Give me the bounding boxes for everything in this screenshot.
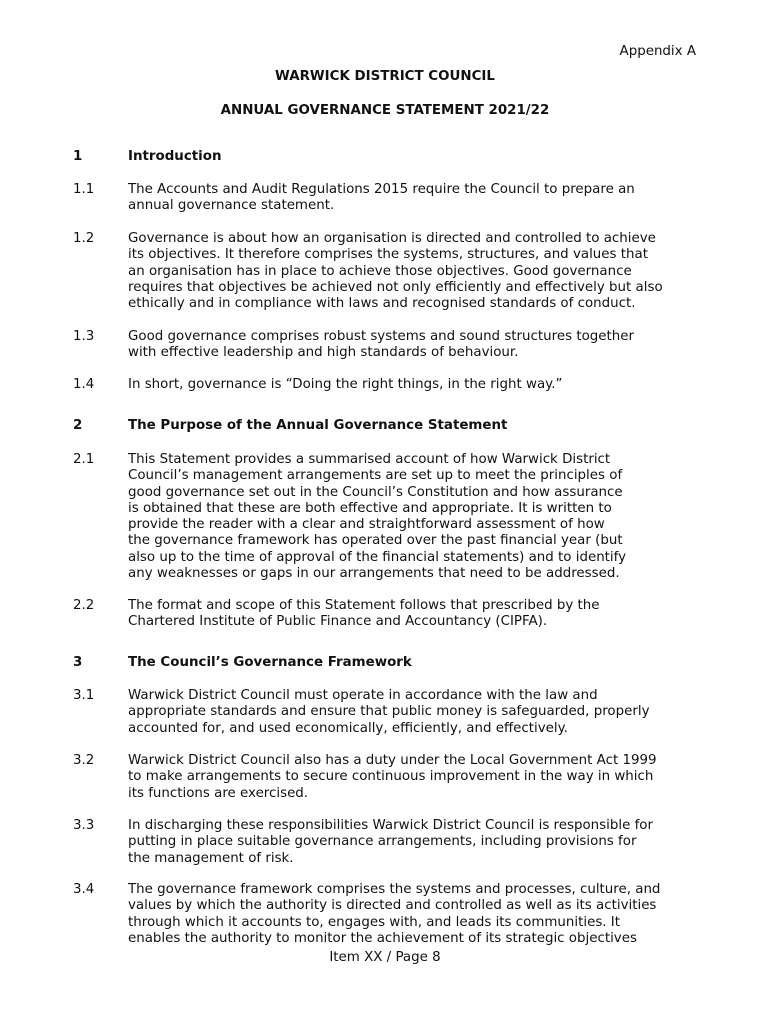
section-1-number: 1 [73, 149, 83, 164]
para-1-2-line: requires that objectives be achieved not only efficiently and effectively but also [128, 279, 663, 295]
para-1-1-line: The Accounts and Audit Regulations 2015 require the Council to prepare an [128, 182, 635, 197]
para-2-2-line: The format and scope of this Statement follows that prescribed by the [128, 598, 600, 613]
para-2-1-line: good governance set out in the Council’s Constitution and how assurance [128, 484, 623, 500]
para-3-4-number: 3.4 [73, 882, 95, 897]
para-1-4-line: In short, governance is “Doing the right things, in the right way.” [128, 377, 563, 392]
para-3-2-line: to make arrangements to secure continuous improvement in the way in which [128, 769, 654, 785]
para-3-1-line: accounted for, and used economically, efficiently, and effectively. [128, 720, 568, 736]
para-3-2-line: Warwick District Council also has a duty under the Local Government Act 1999 [128, 753, 657, 768]
para-1-2-line: Governance is about how an organisation is directed and controlled to achieve [128, 231, 656, 246]
para-3-1-line: Warwick District Council must operate in accordance with the law and [128, 688, 598, 703]
council-title: WARWICK DISTRICT COUNCIL [275, 69, 495, 84]
appendix-label: Appendix A [619, 44, 696, 59]
section-3-number: 3 [73, 655, 83, 670]
para-3-4-text [128, 882, 700, 947]
para-1-3-line: Good governance comprises robust systems and sound structures together [128, 329, 634, 344]
para-3-1-line: appropriate standards and ensure that public money is safeguarded, properly [128, 704, 650, 720]
para-3-4-line: values by which the authority is directed and controlled as well as its activities [128, 898, 657, 914]
para-2-1-line: is obtained that these are both effective and appropriate. It is written to [128, 500, 612, 516]
para-2-1-line: the governance framework has operated over the past financial year (but [128, 533, 623, 549]
para-1-2-number: 1.2 [73, 231, 95, 246]
para-3-1-text [128, 688, 700, 737]
para-2-1-number: 2.1 [73, 452, 95, 467]
para-3-2-line: its functions are exercised. [128, 785, 309, 801]
para-3-2-number: 3.2 [73, 753, 95, 768]
para-2-2-text [128, 598, 700, 631]
para-1-2-line: its objectives. It therefore comprises the systems, structures, and values that [128, 247, 648, 263]
para-1-1-text [128, 182, 700, 215]
para-1-3-line: with effective leadership and high standards of behaviour. [128, 345, 519, 361]
para-1-1-line: annual governance statement. [128, 198, 335, 214]
para-1-3-text [128, 329, 700, 362]
para-2-1-text [128, 452, 700, 582]
para-3-3-line: In discharging these responsibilities Warwick District Council is responsible for [128, 818, 653, 833]
para-3-3-number: 3.3 [73, 818, 95, 833]
para-1-2-text [128, 231, 700, 312]
para-2-1-line: This Statement provides a summarised account of how Warwick District [128, 452, 611, 467]
para-1-3-number: 1.3 [73, 329, 95, 344]
section-3-title: The Council’s Governance Framework [128, 655, 412, 670]
para-3-2-text [128, 753, 700, 802]
section-2-number: 2 [73, 418, 83, 433]
para-1-4-number: 1.4 [73, 377, 95, 392]
page-footer: Item XX / Page 8 [329, 950, 441, 965]
para-1-2-line: ethically and in compliance with laws and recognised standards of conduct. [128, 296, 636, 312]
para-1-1-number: 1.1 [73, 182, 95, 197]
section-1-title: Introduction [128, 149, 222, 164]
para-2-1-line: Council’s management arrangements are set up to meet the principles of [128, 468, 623, 484]
para-2-1-line: also up to the time of approval of the financial statements) and to identify [128, 549, 627, 565]
para-2-2-line: Chartered Institute of Public Finance and Accountancy (CIPFA). [128, 614, 548, 630]
para-2-2-number: 2.2 [73, 598, 95, 613]
para-3-1-number: 3.1 [73, 688, 95, 703]
para-1-2-line: an organisation has in place to achieve those objectives. Good governance [128, 263, 632, 279]
para-2-1-line: provide the reader with a clear and straightforward assessment of how [128, 517, 605, 533]
para-1-4-text [128, 377, 700, 393]
para-3-4-line: through which it accounts to, engages with, and leads its communities. It [128, 914, 621, 930]
para-2-1-line: any weaknesses or gaps in our arrangements that need to be addressed. [128, 566, 620, 582]
para-3-3-line: the management of risk. [128, 850, 294, 866]
para-3-3-line: putting in place suitable governance arrangements, including provisions for [128, 834, 637, 850]
para-3-4-line: enables the authority to monitor the achievement of its strategic objectives [128, 930, 637, 946]
statement-title: ANNUAL GOVERNANCE STATEMENT 2021/22 [220, 103, 550, 118]
para-3-4-line: The governance framework comprises the systems and processes, culture, and [128, 882, 661, 897]
para-3-3-text [128, 818, 700, 867]
section-2-title: The Purpose of the Annual Governance Statement [128, 418, 508, 433]
